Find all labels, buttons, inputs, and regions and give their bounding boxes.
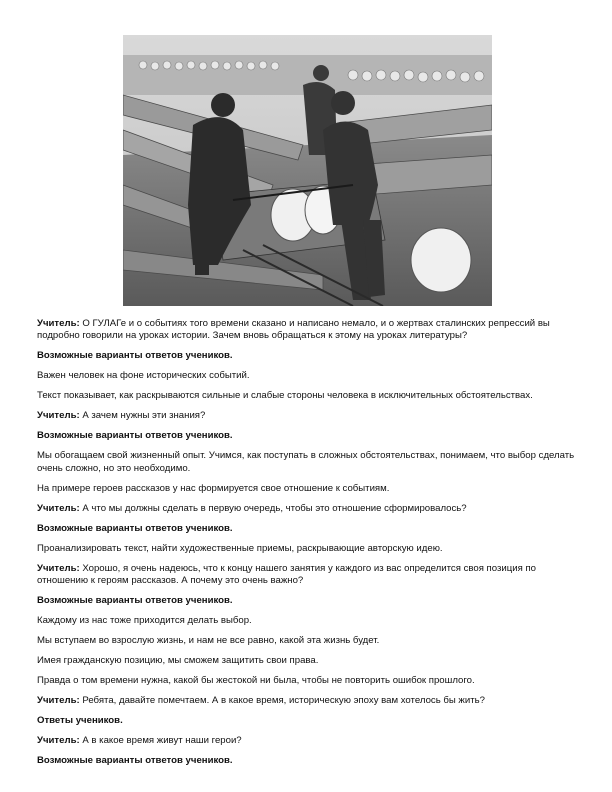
speaker-label: Учитель: [37, 695, 80, 707]
student-answer: На примере героев рассказов у нас формируется свое отношение к событиям. [37, 482, 390, 494]
student-answer: Правда о том времени нужна, какой бы жестокой ни была, чтобы не повторить ошибок прошлого. [37, 675, 475, 687]
speaker-label: Учитель: [37, 318, 80, 329]
question-text: Ребята, давайте помечтаем. А в какое время, историческую эпоху вам хотелось бы жить? [82, 695, 485, 707]
student-answer: Текст показывает, как раскрываются сильные и слабые стороны человека в исключительных обстоятельствах. [37, 390, 533, 402]
speaker-label: Учитель: [37, 562, 80, 574]
student-answer: Мы вступаем во взрослую жизнь, и нам не все равно, какой эта жизнь будет. [37, 635, 380, 647]
document-body [37, 318, 581, 775]
heading-text: Возможные варианты ответов учеников. [37, 350, 233, 362]
speaker-label: Учитель: [37, 735, 80, 747]
heading-text: Возможные варианты ответов учеников. [37, 522, 233, 534]
student-answer: Имея гражданскую позицию, мы сможем защитить свои права. [37, 655, 319, 667]
student-answer: Каждому из нас тоже приходится делать выбор. [37, 615, 252, 627]
question-text: О ГУЛАГе и о событиях того времени сказано и написано немало, и о жертвах сталинских репрессий вы подробно говорили на уроках истории. Зачем вновь обращаться к этому на уроках литературы? [37, 318, 550, 342]
gulag-logging-photo [123, 35, 492, 306]
student-answer: Проанализировать текст, найти художественные приемы, раскрывающие авторскую идею. [37, 542, 443, 554]
teacher-question [37, 503, 581, 515]
question-text: Хорошо, я очень надеюсь, что к концу нашего занятия у каждого из вас определится своя позиция по отношению к героям рассказов. А почему это очень важно? [37, 562, 536, 587]
speaker-label: Учитель: [37, 410, 80, 422]
question-text: А что мы должны сделать в первую очередь, чтобы это отношение сформировалось? [82, 502, 467, 514]
teacher-question [37, 563, 581, 588]
answers-heading [37, 755, 581, 767]
heading-text: Возможные варианты ответов учеников. [37, 755, 233, 767]
question-text: А зачем нужны эти знания? [82, 410, 206, 422]
student-answer: Мы обогащаем свой жизненный опыт. Учимся, как поступать в сложных обстоятельствах, понимаем, что выбор сделать очень сложно, но это необходимо. [37, 450, 575, 474]
answers-heading [37, 523, 581, 535]
heading-text: Ответы учеников. [37, 715, 123, 727]
teacher-question [37, 410, 581, 422]
teacher-question [37, 695, 581, 707]
answers-heading [37, 595, 581, 607]
heading-text: Возможные варианты ответов учеников. [37, 430, 233, 442]
student-answer: Важен человек на фоне исторических событий. [37, 370, 250, 382]
teacher-question [37, 318, 581, 343]
speaker-label: Учитель: [37, 502, 80, 514]
question-text: А в какое время живут наши герои? [82, 735, 242, 747]
answers-heading [37, 430, 581, 442]
answers-heading [37, 350, 581, 362]
heading-text: Возможные варианты ответов учеников. [37, 595, 233, 607]
answers-heading [37, 715, 581, 727]
teacher-question [37, 735, 581, 747]
